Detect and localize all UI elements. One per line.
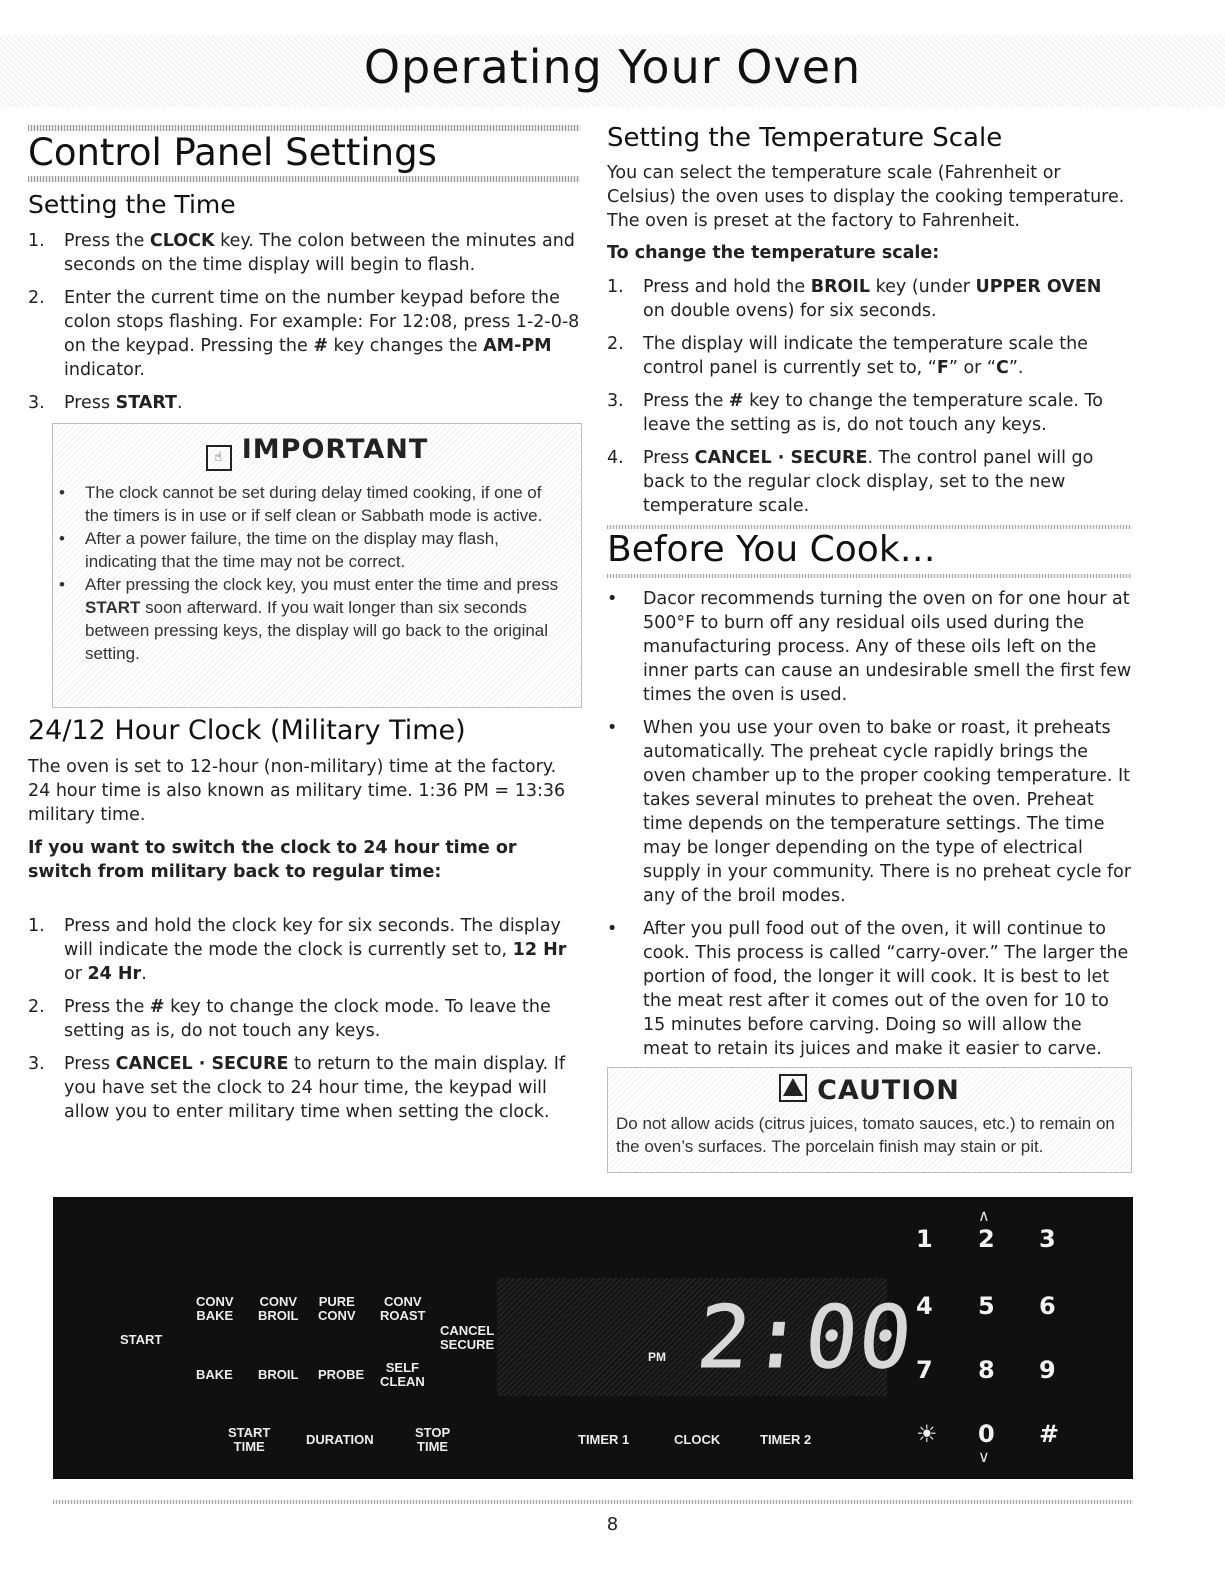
temp-scale-step-1: 1. Press and hold the BROIL key (under UPPER OVEN on double ovens) for six seconds. — [607, 277, 1102, 321]
keypad-key-2[interactable]: 2 — [978, 1225, 995, 1253]
panel-key-row3-1[interactable]: START TIME — [228, 1425, 271, 1454]
keypad-light-icon[interactable]: ☀ — [916, 1420, 938, 1448]
caution-title: CAUTION — [817, 1075, 960, 1106]
keypad-key-3[interactable]: 3 — [1039, 1225, 1056, 1253]
section-rule-bottom — [28, 176, 580, 182]
keypad-key-hash[interactable]: # — [1039, 1420, 1060, 1448]
clock24-intro: The oven is set to 12-hour (non-military) time at the factory. 24 hour time is also known as military time. 1:36 PM = 13:36 military time. — [28, 757, 566, 825]
panel-key-row2-4[interactable]: SELF CLEAN — [380, 1360, 425, 1389]
panel-key-timer-2[interactable]: CLOCK — [674, 1432, 721, 1447]
important-list — [53, 481, 565, 665]
temp-scale-bold-lead: To change the temperature scale: — [607, 243, 940, 263]
keypad-key-7[interactable]: 7 — [916, 1356, 933, 1384]
display-pm-indicator: PM — [648, 1350, 666, 1364]
panel-key-row2-3[interactable]: PROBE — [318, 1367, 365, 1382]
heading-temp-scale: Setting the Temperature Scale — [607, 123, 1003, 153]
important-heading — [53, 434, 581, 471]
section-title-before-you-cook: Before You Cook… — [607, 529, 936, 570]
clock24-step-1: 1. Press and hold the clock key for six seconds. The display will indicate the mode the clock is currently set to, 12 Hr or 24 Hr. — [28, 916, 567, 984]
clock24-step-2: 2. Press the # key to change the clock mode. To leave the setting as is, do not touch any keys. — [28, 997, 551, 1041]
setting-time-step-3: 3. Press START. — [28, 393, 183, 413]
keypad-key-6[interactable]: 6 — [1039, 1292, 1056, 1320]
keypad-up-arrow-icon: ∧ — [978, 1206, 990, 1225]
temp-scale-step-4: 4. Press CANCEL · SECURE. The control panel will go back to the regular clock display, set to the new temperature scale. — [607, 448, 1094, 516]
panel-key-timer-3[interactable]: TIMER 2 — [760, 1432, 812, 1447]
panel-key-timer-1[interactable]: TIMER 1 — [578, 1432, 630, 1447]
before-cook-item-2: • When you use your oven to bake or roast, it preheats automatically. The preheat cycle rapidly brings the oven chamber up to the proper cooking temperature. It takes several minutes to preheat the oven. Preheat time depends on the temperature settings. The time may be longer depending on the type of electrical supply in your community. There is no preheat cycle for any of the broil modes. — [607, 718, 1132, 906]
clock24-step-3: 3. Press CANCEL · SECURE to return to the main display. If you have set the clock to 24 hour time, the keypad will allow you to enter military time when setting the clock. — [28, 1054, 566, 1122]
important-item-2: • After a power failure, the time on the display may flash, indicating that the time may not be correct. — [59, 529, 499, 571]
panel-key-row1-3[interactable]: PURE CONV — [318, 1294, 356, 1323]
important-item-1: • The clock cannot be set during delay timed cooking, if one of the timers is in use or if self clean or Sabbath mode is active. — [59, 483, 543, 525]
keypad-key-0[interactable]: 0 — [978, 1420, 995, 1448]
page-number: 8 — [606, 1514, 619, 1535]
panel-key-row3-3[interactable]: STOP TIME — [415, 1425, 451, 1454]
setting-time-step-2: 2. Enter the current time on the number keypad before the colon stops flashing. For example: For 12:08, press 1-2-0-8 on the keypad. Pressing the # key changes the AM-PM indicator. — [28, 288, 580, 380]
panel-key-row2-2[interactable]: BROIL — [258, 1367, 299, 1382]
clock24-bold-lead: If you want to switch the clock to 24 hour time or switch from military back to regular time: — [28, 838, 517, 882]
keypad-key-8[interactable]: 8 — [978, 1356, 995, 1384]
panel-key-row1-1[interactable]: CONV BAKE — [196, 1294, 234, 1323]
panel-key-row2-1[interactable]: BAKE — [196, 1367, 233, 1382]
caution-box — [607, 1067, 1132, 1173]
setting-time-step-1: 1. Press the CLOCK key. The colon between the minutes and seconds on the time display will begin to flash. — [28, 231, 575, 275]
steps-setting-time — [28, 229, 580, 424]
keypad-key-1[interactable]: 1 — [916, 1225, 933, 1253]
temp-scale-intro: You can select the temperature scale (Fahrenheit or Celsius) the oven uses to display the cooking temperature. The oven is preset at the factory to Fahrenheit. — [607, 163, 1125, 231]
hand-note-icon: ☝ — [206, 445, 232, 471]
caution-heading — [608, 1074, 1131, 1106]
heading-24-12-clock: 24/12 Hour Clock (Military Time) — [28, 715, 466, 746]
important-title: IMPORTANT — [241, 434, 429, 465]
before-cook-rule-bottom — [607, 574, 1132, 578]
temp-scale-step-3: 3. Press the # key to change the temperature scale. To leave the setting as is, do not touch any keys. — [607, 391, 1103, 435]
before-you-cook-list — [607, 587, 1132, 1070]
caution-text: Do not allow acids (citrus juices, tomato sauces, etc.) to remain on the oven’s surfaces. The porcelain finish may stain or pit. — [616, 1114, 1115, 1156]
section-title-control-panel: Control Panel Settings — [28, 131, 437, 174]
keypad-key-4[interactable]: 4 — [916, 1292, 933, 1320]
footer-rule — [53, 1500, 1133, 1504]
display-time: 2:00 — [692, 1288, 919, 1388]
panel-key-row1-4[interactable]: CONV ROAST — [380, 1294, 426, 1323]
panel-key-start[interactable]: START — [120, 1332, 163, 1347]
panel-key-cancel-secure[interactable]: CANCEL SECURE — [440, 1323, 495, 1352]
keypad-key-5[interactable]: 5 — [978, 1292, 995, 1320]
warning-triangle-icon — [779, 1074, 807, 1102]
heading-setting-time: Setting the Time — [28, 190, 236, 219]
page-title: Operating Your Oven — [363, 40, 862, 94]
panel-key-row1-2[interactable]: CONV BROIL — [258, 1294, 299, 1323]
before-cook-item-1: • Dacor recommends turning the oven on for one hour at 500°F to burn off any residual oils used during the manufacturing process. Any of these oils left on the inner parts can cause an undesirable smell the first few times the oven is used. — [607, 589, 1132, 705]
keypad-key-9[interactable]: 9 — [1039, 1356, 1056, 1384]
steps-24-12-clock — [28, 914, 583, 1133]
temp-scale-step-2: 2. The display will indicate the temperature scale the control panel is currently set to, “F” or “C”. — [607, 334, 1088, 378]
before-cook-item-3: • After you pull food out of the oven, it will continue to cook. This process is called “carry-over.” The larger the portion of food, the longer it will cook. It is best to let the meat rest after it comes out of the oven for 10 to 15 minutes before carving. Doing so will allow the meat to retain its juices and make it easier to carve. — [607, 919, 1129, 1059]
important-box — [52, 423, 582, 708]
keypad-down-arrow-icon: ∨ — [978, 1447, 990, 1466]
panel-key-row3-2[interactable]: DURATION — [306, 1432, 374, 1447]
important-item-3: • After pressing the clock key, you must enter the time and press START soon afterward. If you wait longer than six seconds between pressing keys, the display will go back to the original setting. — [59, 575, 559, 663]
steps-temp-scale — [607, 275, 1127, 527]
